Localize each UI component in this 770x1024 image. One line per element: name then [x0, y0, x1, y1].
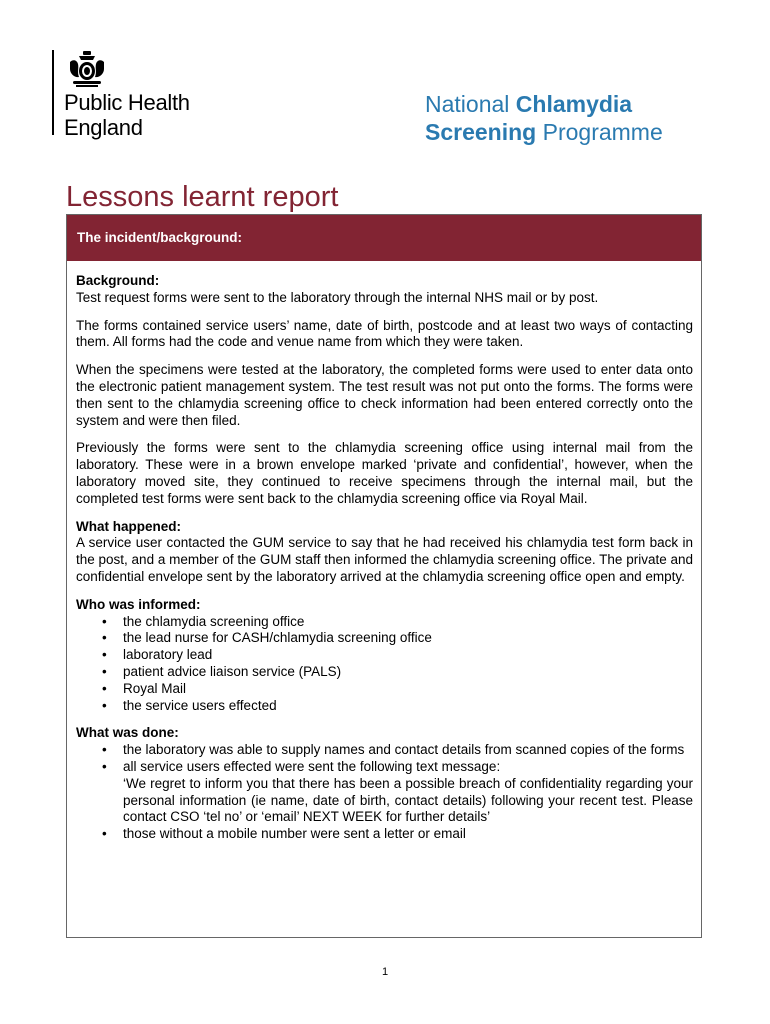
list-item: • patient advice liaison service (PALS): [102, 663, 342, 679]
list-item: • all service users effected were sent the following text message: ‘We regret to inform you that there has been a possible breach of confidentiality regarding your personal information (ie name, date of birth, contact details) following your recent test. Please contact CSO ‘tel no’ or ‘email’ NEXT WEEK for further details’: [102, 758, 693, 825]
text-message-quote: ‘We regret to inform you that there has been a possible breach of confidentiality regarding your personal information (ie name, date of birth, contact details) following your recent test. Please contact CSO ‘tel no’ or ‘email’ NEXT WEEK for further details’: [123, 775, 693, 825]
background-paragraph: Test request forms were sent to the laboratory through the internal NHS mail or by post.: [76, 289, 599, 305]
list-item: • the service users effected: [102, 697, 277, 713]
background-paragraph: Previously the forms were sent to the chlamydia screening office using internal mail from the laboratory. These were in a brown envelope marked ‘private and confidential’, however, when the laboratory moved site, they continued to receive specimens through the internal mail, but the completed test forms were sent back to the chlamydia screening office via Royal Mail.: [76, 440, 693, 506]
bullet-icon: •: [102, 680, 107, 696]
what-was-done-label: What was done:: [76, 725, 179, 741]
ncsp-word-chlamydia: Chlamydia: [515, 91, 633, 117]
what-happened-label: What happened:: [76, 518, 181, 534]
page-number: 1: [381, 966, 389, 978]
royal-crest-icon: [64, 50, 110, 88]
who-informed-label: Who was informed:: [76, 596, 201, 612]
who-informed-list: [76, 614, 693, 715]
bullet-icon: •: [102, 647, 107, 663]
phe-logo-text: [64, 90, 190, 140]
list-item: • the lead nurse for CASH/chlamydia screening office: [102, 630, 432, 646]
bullet-icon: •: [102, 826, 107, 842]
phe-logo-bar: [52, 50, 54, 135]
list-item: • the chlamydia screening office: [102, 613, 305, 629]
bullet-icon: •: [102, 697, 107, 713]
bullet-icon: •: [102, 630, 107, 646]
incident-content: [67, 261, 701, 843]
ncsp-word-national: National: [425, 91, 510, 117]
phe-logo-line1: Public Health: [64, 90, 190, 115]
bullet-icon: •: [102, 663, 107, 679]
bullet-icon: •: [102, 758, 107, 774]
ncsp-word-programme: Programme: [542, 119, 663, 145]
list-item: • Royal Mail: [102, 680, 187, 696]
background-paragraph: When the specimens were tested at the laboratory, the completed forms were used to enter data onto the electronic patient management system. The test result was not put onto the forms. The forms were then sent to the chlamydia screening office to check information had been entered correctly onto the system and were then filed.: [76, 362, 693, 428]
incident-box: [66, 214, 702, 938]
list-item: • the laboratory was able to supply names and contact details from scanned copies of the forms: [102, 742, 685, 758]
incident-heading: The incident/background:: [67, 215, 701, 261]
what-happened-paragraph: A service user contacted the GUM service to say that he had received his chlamydia test form back in the post, and a member of the GUM staff then informed the chlamydia screening office. The private and confidential envelope sent by the laboratory arrived at the chlamydia screening office open and empty.: [76, 535, 693, 584]
phe-logo-line2: England: [64, 115, 143, 140]
page-header: [0, 0, 770, 180]
background-paragraph: The forms contained service users’ name, date of birth, postcode and at least two ways of contacting them. All forms had the code and venue name from which they were taken.: [76, 317, 693, 350]
ncsp-word-screening: Screening: [425, 119, 537, 145]
bullet-icon: •: [102, 742, 107, 758]
page-title: Lessons learnt report: [66, 181, 339, 213]
background-label: Background:: [76, 273, 160, 288]
list-item: • laboratory lead: [102, 647, 213, 663]
ncsp-logo: [425, 90, 663, 146]
what-was-done-list: [76, 742, 693, 843]
list-item: • those without a mobile number were sent a letter or email: [102, 826, 466, 842]
bullet-icon: •: [102, 613, 107, 629]
